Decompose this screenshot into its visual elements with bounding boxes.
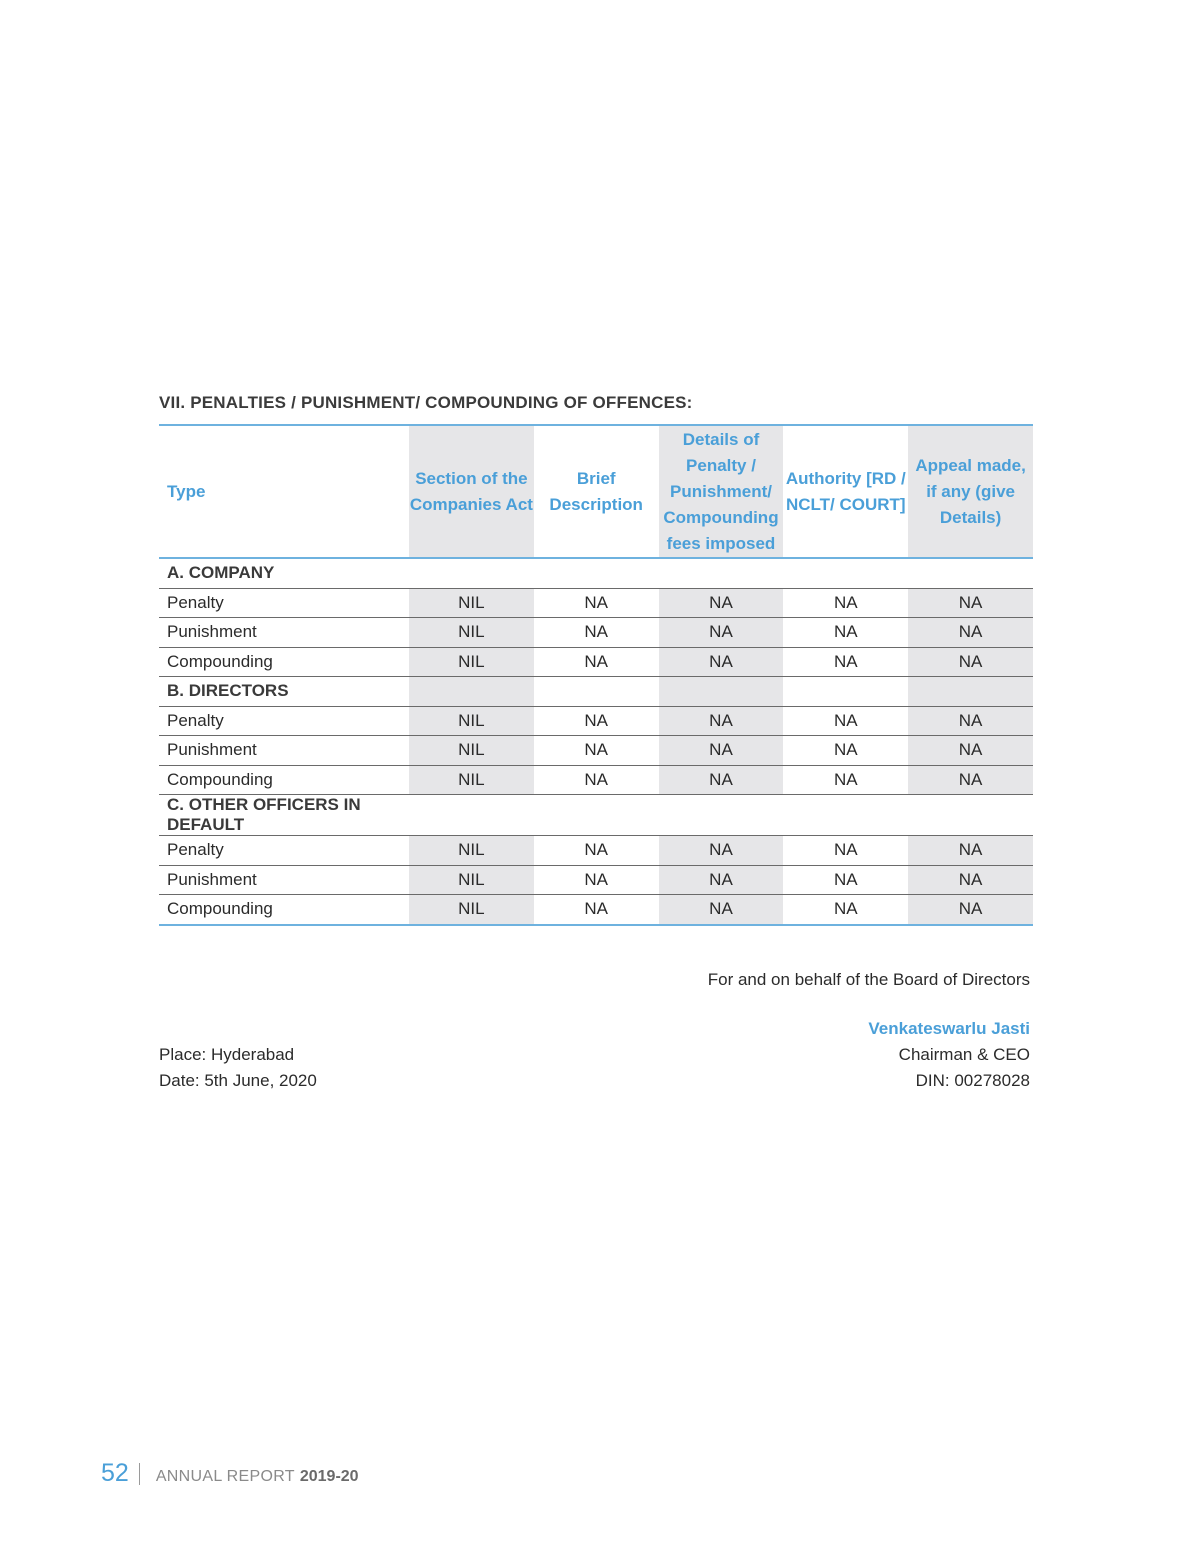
header-section: Section of the Companies Act (409, 425, 534, 558)
table-cell: NA (659, 765, 784, 795)
table-cell: NIL (409, 647, 534, 677)
group-empty-cell (908, 558, 1033, 588)
table-cell: NIL (409, 706, 534, 736)
table-row (159, 706, 1033, 736)
table-cell: NA (534, 865, 659, 895)
table-row (159, 647, 1033, 677)
signatory-designation: Chairman & CEO (898, 1045, 1030, 1064)
group-empty-cell (409, 558, 534, 588)
header-authority: Authority [RD / NCLT/ COURT] (783, 425, 908, 558)
group-label: A. COMPANY (159, 558, 409, 588)
table-cell: NIL (409, 736, 534, 766)
page-footer (101, 1459, 359, 1488)
row-type: Punishment (159, 618, 409, 648)
group-empty-cell (659, 795, 784, 836)
table-cell: NA (908, 647, 1033, 677)
group-empty-cell (409, 677, 534, 707)
table-cell: NIL (409, 895, 534, 925)
header-type: Type (159, 425, 409, 558)
on-behalf-text: For and on behalf of the Board of Directors (707, 970, 1030, 989)
row-type: Punishment (159, 736, 409, 766)
group-empty-cell (659, 677, 784, 707)
table-cell: NA (783, 895, 908, 925)
group-row (159, 677, 1033, 707)
table-cell: NIL (409, 765, 534, 795)
group-empty-cell (409, 795, 534, 836)
header-brief-description: Brief Description (534, 425, 659, 558)
table-cell: NA (783, 836, 908, 866)
table-cell: NA (534, 765, 659, 795)
group-empty-cell (908, 677, 1033, 707)
table-row (159, 588, 1033, 618)
section-title: VII. PENALTIES / PUNISHMENT/ COMPOUNDING OF OFFENCES: (159, 393, 693, 412)
table-row (159, 765, 1033, 795)
signatory-name: Venkateswarlu Jasti (868, 1019, 1030, 1038)
table-cell: NA (908, 618, 1033, 648)
table-row (159, 618, 1033, 648)
table-cell: NA (534, 836, 659, 866)
table-cell: NA (659, 647, 784, 677)
table-cell: NA (908, 765, 1033, 795)
table-cell: NIL (409, 588, 534, 618)
table-cell: NIL (409, 618, 534, 648)
table-row (159, 865, 1033, 895)
table-cell: NA (783, 765, 908, 795)
signatory-din: DIN: 00278028 (915, 1071, 1030, 1090)
footer-divider (139, 1463, 140, 1485)
row-type: Compounding (159, 765, 409, 795)
table-cell: NA (659, 706, 784, 736)
header-appeal: Appeal made, if any (give Details) (908, 425, 1033, 558)
table-cell: NIL (409, 836, 534, 866)
table-cell: NA (659, 618, 784, 648)
group-label: C. OTHER OFFICERS IN DEFAULT (159, 795, 409, 836)
footer-report-label: ANNUAL REPORT (155, 1468, 295, 1485)
group-row (159, 795, 1033, 836)
footer-report-year: 2019-20 (299, 1468, 359, 1485)
row-type: Compounding (159, 647, 409, 677)
date-text: Date: 5th June, 2020 (159, 1071, 317, 1090)
table-cell: NA (659, 865, 784, 895)
table-cell: NA (659, 895, 784, 925)
group-empty-cell (534, 677, 659, 707)
table-cell: NA (908, 736, 1033, 766)
group-row (159, 558, 1033, 588)
penalties-table (159, 424, 1033, 926)
table-cell: NA (659, 588, 784, 618)
table-cell: NIL (409, 865, 534, 895)
table-cell: NA (534, 588, 659, 618)
table-cell: NA (534, 618, 659, 648)
table-cell: NA (659, 836, 784, 866)
row-type: Penalty (159, 836, 409, 866)
table-body (159, 558, 1033, 925)
table-cell: NA (783, 588, 908, 618)
table-row (159, 836, 1033, 866)
table-cell: NA (908, 588, 1033, 618)
table-cell: NA (659, 736, 784, 766)
table-cell: NA (783, 706, 908, 736)
group-empty-cell (534, 795, 659, 836)
table-cell: NA (908, 865, 1033, 895)
group-empty-cell (783, 677, 908, 707)
row-type: Penalty (159, 588, 409, 618)
table-cell: NA (534, 895, 659, 925)
row-type: Punishment (159, 865, 409, 895)
page-number: 52 (101, 1459, 129, 1487)
table-cell: NA (908, 895, 1033, 925)
group-empty-cell (534, 558, 659, 588)
header-details-of-penalty: Details of Penalty / Punishment/ Compounding fees imposed (659, 425, 784, 558)
table-cell: NA (534, 706, 659, 736)
group-empty-cell (659, 558, 784, 588)
table-cell: NA (783, 647, 908, 677)
row-type: Penalty (159, 706, 409, 736)
table-row (159, 895, 1033, 925)
place-text: Place: Hyderabad (159, 1045, 295, 1064)
group-empty-cell (908, 795, 1033, 836)
table-cell: NA (908, 836, 1033, 866)
table-cell: NA (908, 706, 1033, 736)
row-type: Compounding (159, 895, 409, 925)
table-cell: NA (534, 736, 659, 766)
table-cell: NA (783, 865, 908, 895)
table-cell: NA (783, 736, 908, 766)
table-cell: NA (783, 618, 908, 648)
table-row (159, 736, 1033, 766)
group-empty-cell (783, 795, 908, 836)
table-header-row (159, 425, 1033, 558)
group-label: B. DIRECTORS (159, 677, 409, 707)
table-cell: NA (534, 647, 659, 677)
group-empty-cell (783, 558, 908, 588)
